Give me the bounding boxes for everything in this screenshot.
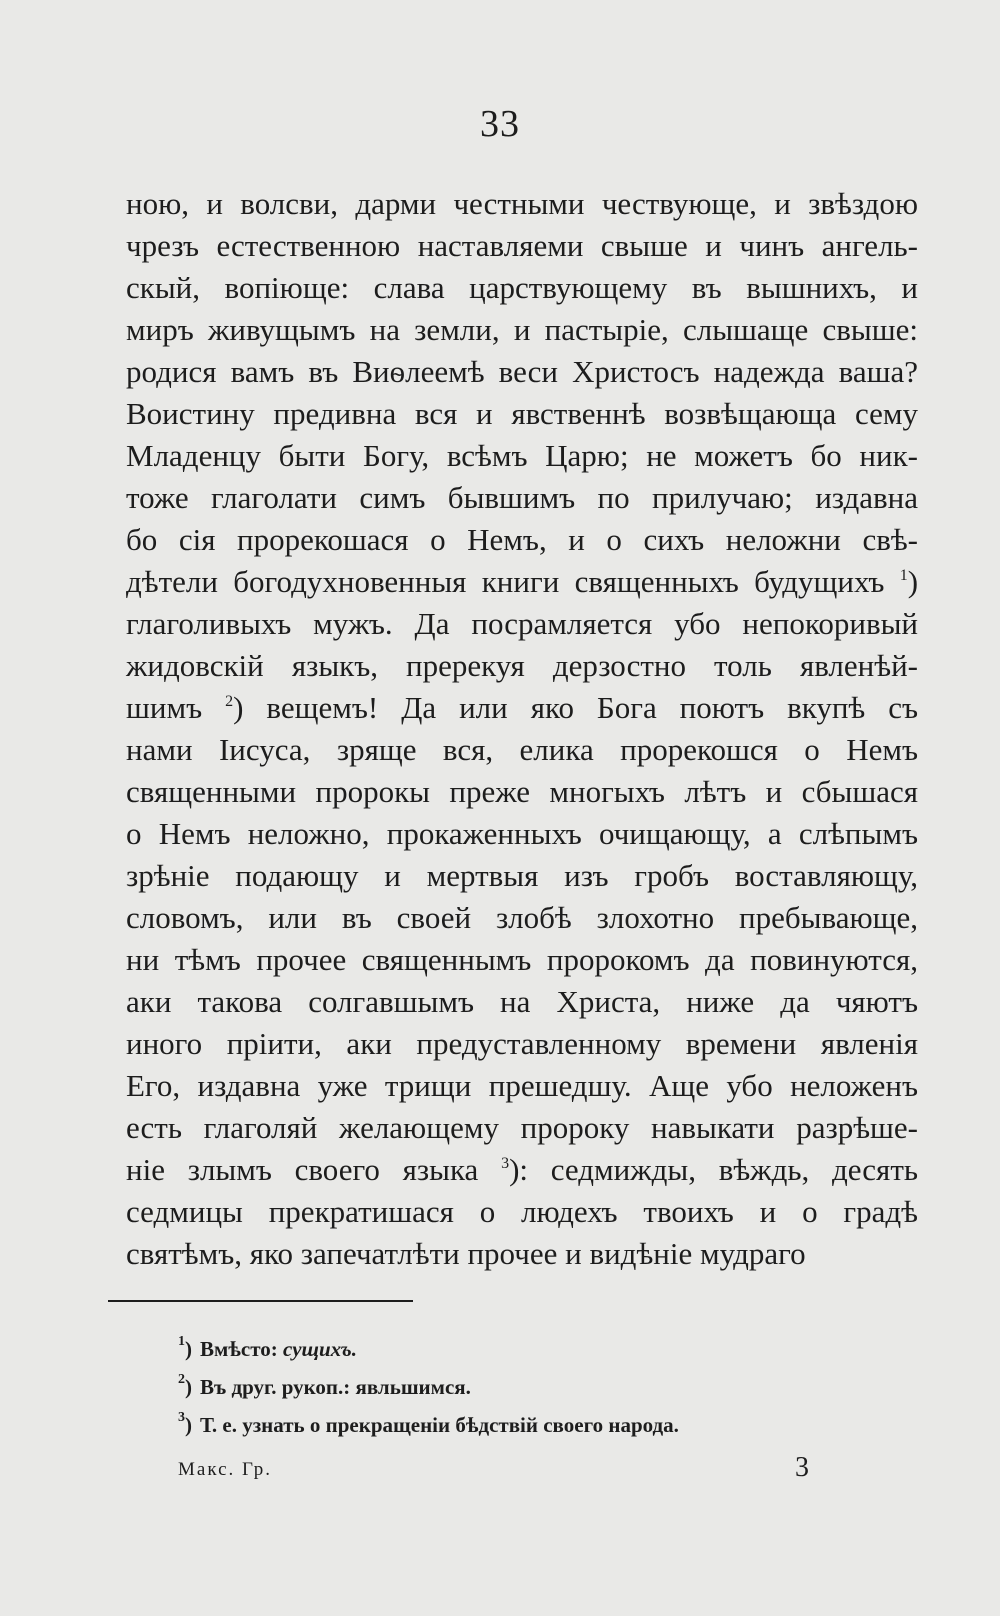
text-line: ною, и волсви, дарми честными чествующе, и звѣздою: [126, 186, 918, 221]
text-line: глаголивыхъ мужъ. Да посрамляется убо непокоривый: [126, 606, 918, 641]
text-line: словомъ, или въ своей злобѣ злохотно пребывающе,: [126, 900, 918, 935]
footnote-text: Вмѣсто:: [200, 1337, 278, 1361]
text-line: [126, 687, 918, 729]
text-line: тоже глаголати симъ бывшимъ по прилучаю; издавна: [126, 480, 918, 515]
note-ref-1: 1: [899, 567, 908, 584]
text-line: зрѣніе подающу и мертвыя изъ гробъ воставляющу,: [126, 858, 918, 893]
text-line-part: вещемъ! Да или яко Бога поютъ вкупѣ съ: [266, 690, 919, 725]
text-line: бо сія прорекошася о Немъ, и о сихъ неложни свѣ-: [126, 522, 918, 557]
footnote-paren: ): [185, 1413, 192, 1437]
page-number: 33: [480, 103, 520, 145]
sheet-number: 3: [795, 1452, 809, 1483]
note-paren: ): [907, 564, 919, 599]
note-ref-2: 2: [225, 693, 234, 710]
note-paren: ): [233, 690, 244, 725]
body-text: [126, 183, 918, 1275]
text-line: жидовскій языкъ, пререкуя дерзостно толь явленѣй-: [126, 648, 918, 683]
text-line: Его, издавна уже трищи прешедшу. Аще убо неложенъ: [126, 1068, 918, 1103]
text-line: нами Іисуса, зряще вся, елика прорекошся о Немъ: [126, 732, 918, 767]
footnote-paren: ): [185, 1337, 192, 1361]
footnote-italic: сущихъ.: [283, 1337, 357, 1361]
text-line: о Немъ неложно, прокаженныхъ очищающу, а слѣпымъ: [126, 816, 918, 851]
text-line: седмицы прекратишася о людехъ твоихъ и о градѣ: [126, 1194, 918, 1229]
signature-mark: Макс. Гр.: [178, 1459, 273, 1480]
footnote-3: [178, 1406, 878, 1444]
footnote-paren: ): [185, 1375, 192, 1399]
text-line-part: : седмижды, вѣждь, десять: [519, 1152, 919, 1187]
text-line: аки такова солгавшымъ на Христа, ниже да чяютъ: [126, 984, 918, 1019]
text-line: священными пророкы преже многыхъ лѣтъ и сбышася: [126, 774, 918, 809]
text-line: иного пріити, аки предуставленному времени явленія: [126, 1026, 918, 1061]
note-paren: ): [509, 1152, 520, 1187]
text-line-part: шимъ: [126, 690, 203, 725]
footnotes: [178, 1330, 878, 1444]
footnote-1: [178, 1330, 878, 1368]
text-line: есть глаголяй желающему пророку навыкати разрѣше-: [126, 1110, 918, 1145]
footnote-mark: 3: [178, 1410, 185, 1425]
text-line: святѣмъ, яко запечатлѣти прочее и видѣніе мудраго: [126, 1236, 806, 1271]
text-line: родися вамъ въ Виѳлеемѣ веси Христосъ надежда ваша?: [126, 354, 918, 389]
note-ref-3: 3: [501, 1155, 510, 1172]
text-line-part: дѣтели богодухновенныя книги священныхъ будущихъ: [126, 564, 885, 599]
text-line: Воистину предивна вся и явственнѣ возвѣщающа сему: [126, 396, 918, 431]
text-line: миръ живущымъ на земли, и пастыріе, слышаще свыше:: [126, 312, 918, 347]
footnote-mark: 2: [178, 1372, 185, 1387]
text-line: ни тѣмъ прочее священнымъ пророкомъ да повинуются,: [126, 942, 918, 977]
footnote-rule: [108, 1300, 413, 1302]
text-line: Младенцу быти Богу, всѣмъ Царю; не можетъ бо ник-: [126, 438, 918, 473]
footnote-text: Т. е. узнать о прекращеніи бѣдствій своего народа.: [200, 1413, 679, 1437]
text-line: [126, 561, 918, 603]
footnote-2: [178, 1368, 878, 1406]
text-line: чрезъ естественною наставляеми свыше и чинъ ангель-: [126, 228, 918, 263]
text-line: [126, 1149, 918, 1191]
text-line-part: ніе злымъ своего языка: [126, 1152, 479, 1187]
footnote-text: Въ друг. рукоп.: явльшимся.: [200, 1375, 471, 1399]
text-line: скый, вопіюще: слава царствующему въ вышнихъ, и: [126, 270, 918, 305]
footnote-mark: 1: [178, 1334, 185, 1349]
